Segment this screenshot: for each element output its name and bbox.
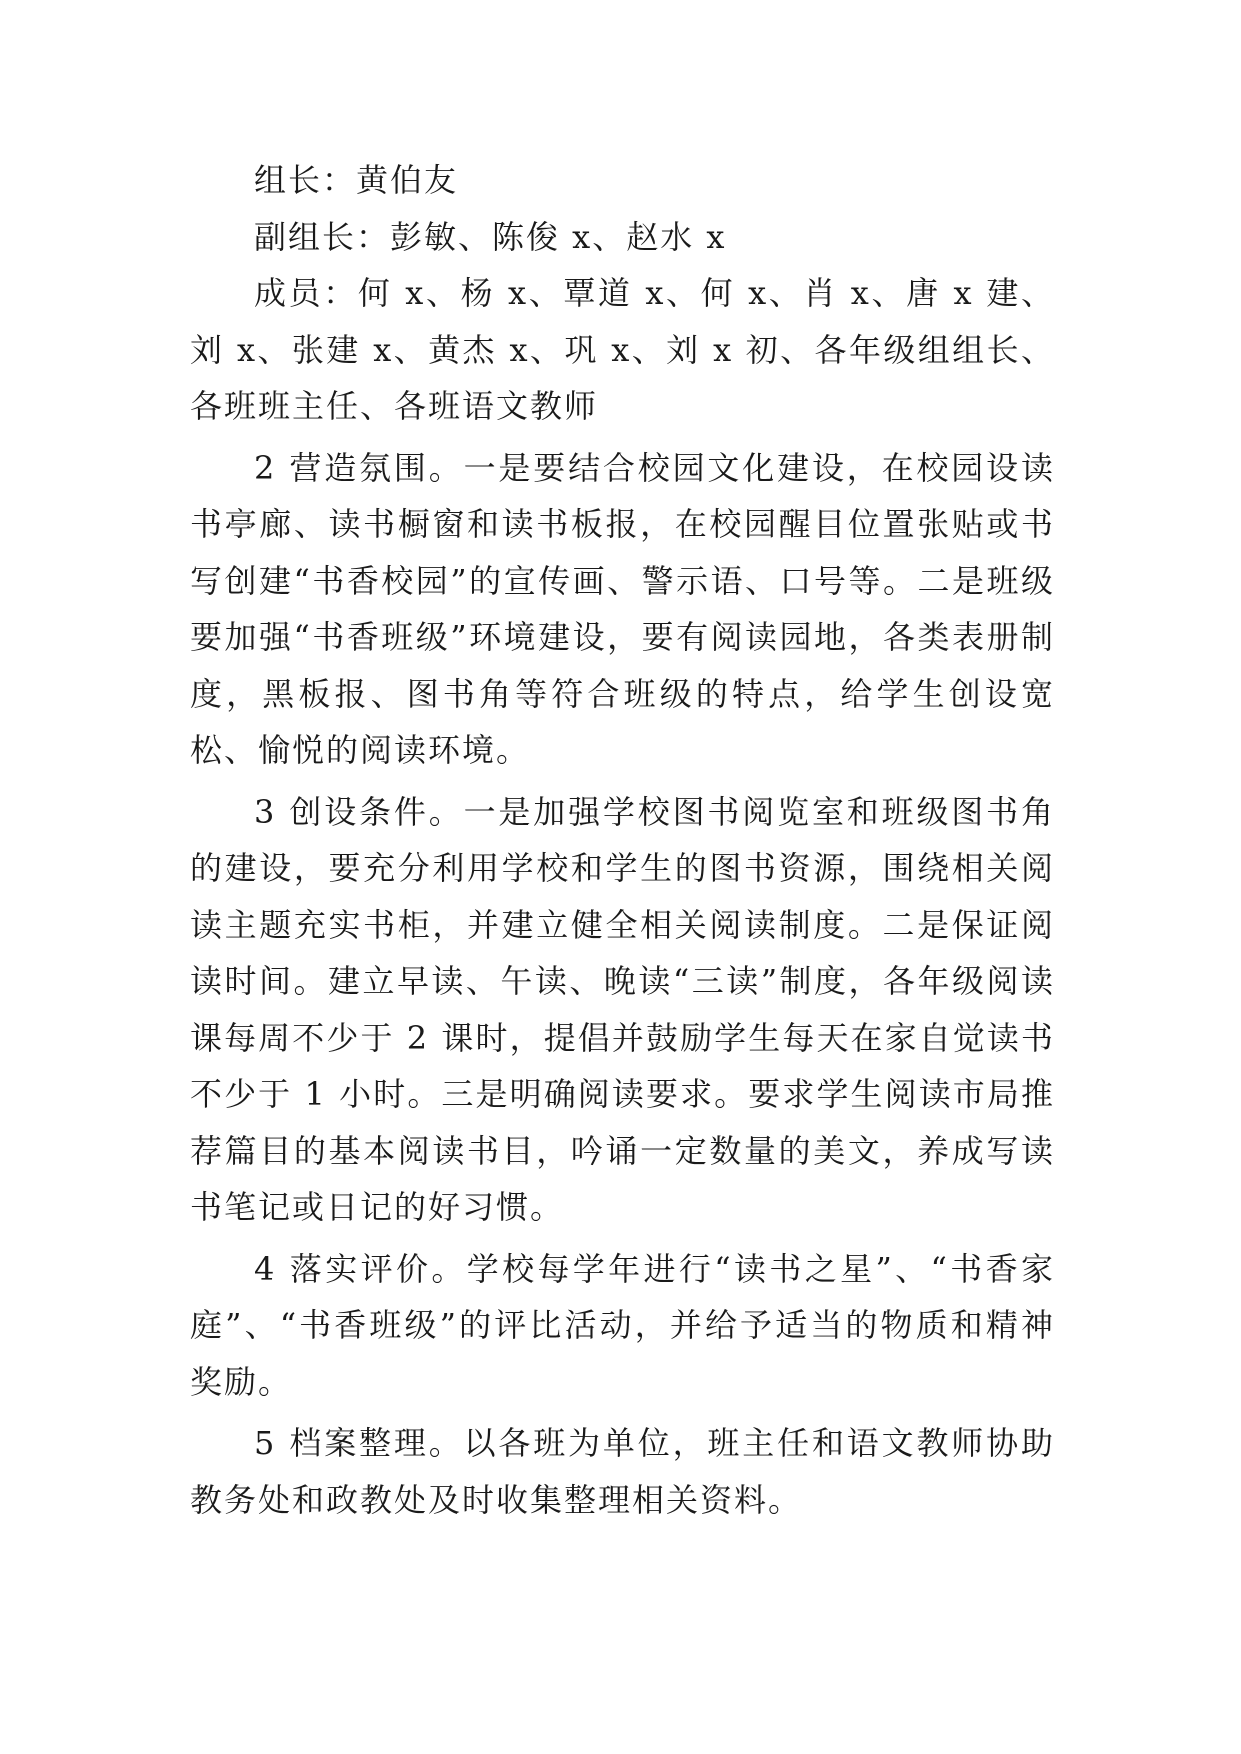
paragraph-archives: 5 档案整理。以各班为单位，班主任和语文教师协助教务处和政教处及时收集整理相关资料。 [190, 1424, 1055, 1519]
paragraph-group-leader: 组长：黄伯友 [254, 161, 459, 199]
paragraph-members: 成员：何 x、杨 x、覃道 x、何 x、肖 x、唐 x 建、刘 x、张建 x、黄杰 x、巩 x、刘 x 初、各年级组组长、各班班主任、各班语文教师 [190, 274, 1055, 425]
paragraph-deputy-leaders: 副组长：彭敏、陈俊 x、赵水 x [254, 217, 727, 256]
paragraph-conditions: 3 创设条件。一是加强学校图书阅览室和班级图书角的建设，要充分利用学校和学生的图书资源，围绕相关阅读主题充实书柜，并建立健全相关阅读制度。二是保证阅读时间。建立早读、午读、晚读“三读”制度，各年级阅读课每周不少于 2 课时，提倡并鼓励学生每天在家自觉读书不少于 1 小时。三是明确阅读要求。要求学生阅读市局推荐篇目的基本阅读书目，吟诵一定数量的美文，养成写读书笔记或日记的好习惯。 [190, 792, 1055, 1226]
paragraph-evaluation: 4 落实评价。学校每学年进行“读书之星”、“书香家庭”、“书香班级”的评比活动，并给予适当的物质和精神奖励。 [190, 1249, 1055, 1401]
paragraph-atmosphere: 2 营造氛围。一是要结合校园文化建设，在校园设读书亭廊、读书橱窗和读书板报，在校园醒目位置张贴或书写创建“书香校园”的宣传画、警示语、口号等。二是班级要加强“书香班级”环境建设，要有阅读园地，各类表册制度，黑板报、图书角等符合班级的特点，给学生创设宽松、愉悦的阅读环境。 [190, 448, 1055, 769]
document-body [190, 152, 1055, 1528]
